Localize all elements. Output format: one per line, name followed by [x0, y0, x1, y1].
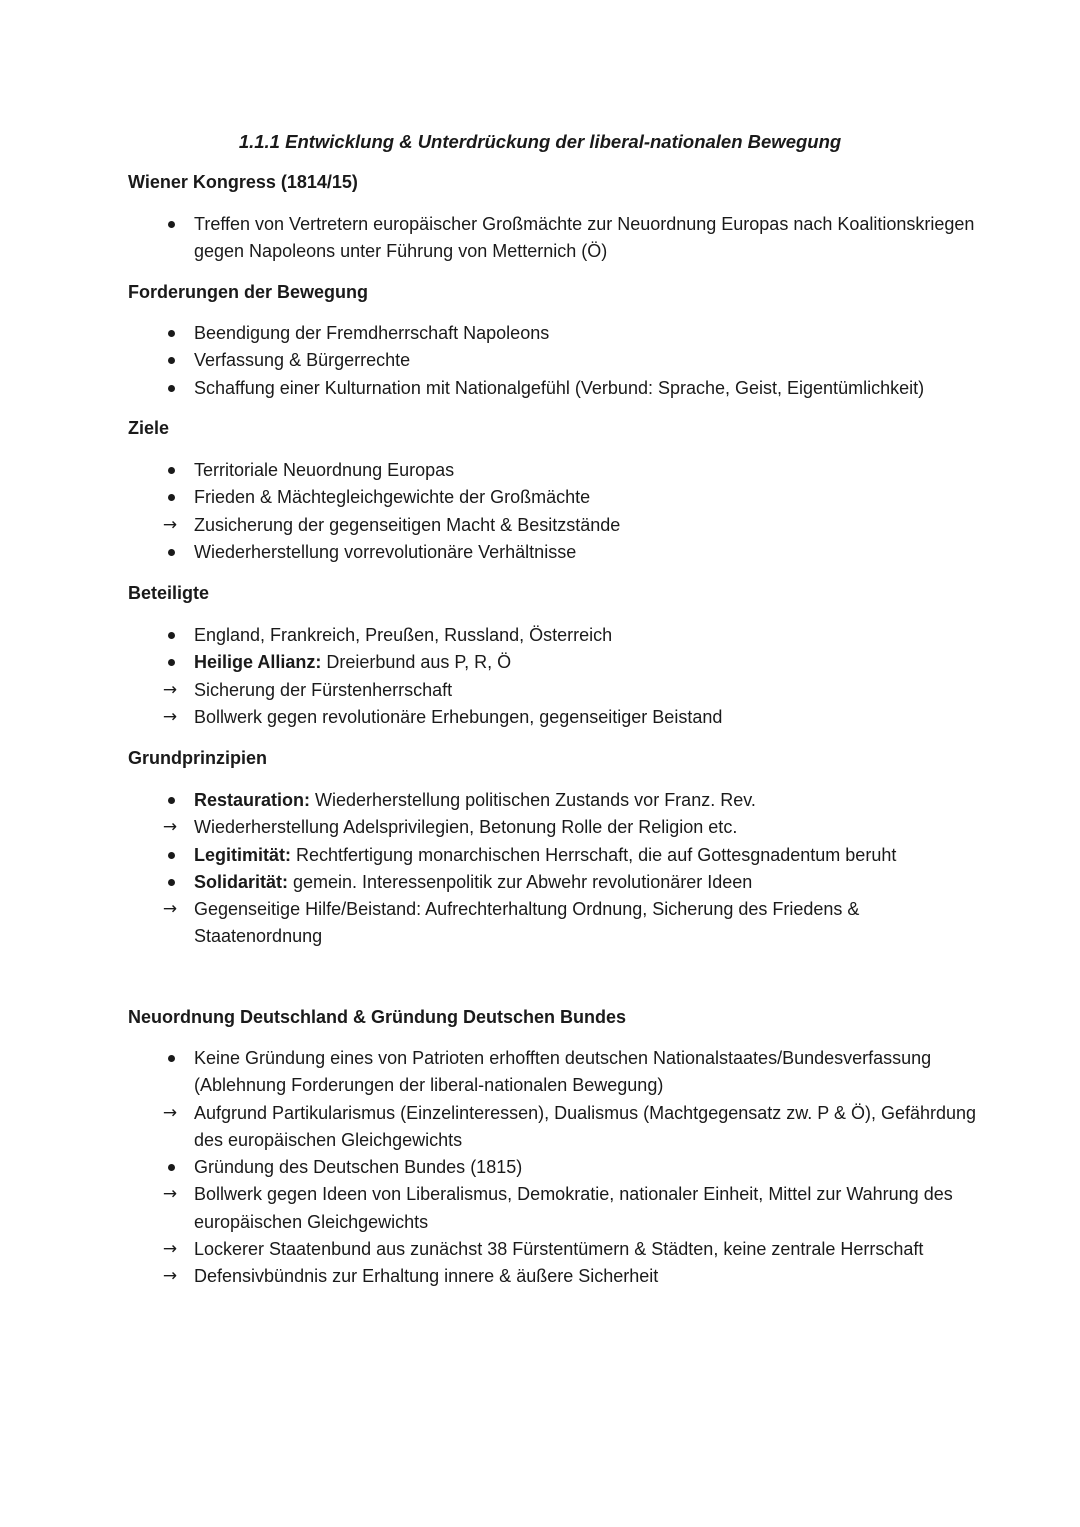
right-arrow-icon: → [162, 1239, 178, 1260]
list-item: → Zusicherung der gegenseitigen Macht & Besitzstände [128, 512, 988, 539]
section-heading-grundprinzipien: Grundprinzipien [128, 748, 267, 768]
list-item: Keine Gründung eines von Patrioten erhofften deutschen Nationalstaates/Bundesverfassung (Ablehnung Forderungen der liberal-nationalen Bewegung) [194, 1048, 932, 1096]
list-item: Solidarität: gemein. Interessenpolitik zur Abwehr revolutionärer Ideen [194, 871, 753, 892]
section-heading-beteiligte: Beteiligte [128, 583, 210, 603]
list-item: Restauration: Wiederherstellung politischen Zustands vor Franz. Rev. [194, 790, 756, 810]
right-arrow-icon: → [162, 1102, 178, 1123]
list-item: Heilige Allianz: Dreierbund aus P, R, Ö [194, 652, 512, 673]
section-list-ziele [128, 457, 988, 566]
right-arrow-icon: → [162, 1266, 178, 1287]
right-arrow-icon: → [162, 817, 178, 838]
list-item: → Wiederherstellung Adelsprivilegien, Betonung Rolle der Religion etc. [128, 814, 988, 841]
list-item: → Bollwerk gegen Ideen von Liberalismus, Demokratie, nationaler Einheit, Mittel zur Wahrung des europäischen Gleichgewichts [128, 1181, 988, 1236]
list-item: → Defensivbündnis zur Erhaltung innere & äußere Sicherheit [128, 1263, 988, 1290]
section-list-beteiligte [128, 622, 988, 731]
section-list-forderungen [128, 320, 988, 402]
list-item: Frieden & Mächtegleichgewichte der Großmächte [194, 487, 591, 508]
list-item: → Sicherung der Fürstenherrschaft [128, 677, 988, 704]
page-title: 1.1.1 Entwicklung & Unterdrückung der liberal-nationalen Bewegung [238, 131, 842, 152]
right-arrow-icon: → [162, 899, 178, 920]
right-arrow-icon: → [162, 706, 178, 727]
section-heading-forderungen: Forderungen der Bewegung [128, 282, 369, 302]
list-item: → Aufgrund Partikularismus (Einzelinteressen), Dualismus (Machtgegensatz zw. P & Ö), Gefährdung des europäischen Gleichgewichts [128, 1100, 988, 1155]
list-item: Legitimität: Rechtfertigung monarchischen Herrschaft, die auf Gottesgnadentum beruht [194, 844, 897, 865]
list-item: Beendigung der Fremdherrschaft Napoleons [194, 323, 550, 343]
list-item: → Lockerer Staatenbund aus zunächst 38 Fürstentümern & Städten, keine zentrale Herrschaft [128, 1236, 988, 1263]
list-item: Territoriale Neuordnung Europas [194, 460, 455, 480]
list-item: Gründung des Deutschen Bundes (1815) [194, 1157, 523, 1178]
section-heading-neuordnung-deutschland: Neuordnung Deutschland & Gründung Deutschen Bundes [128, 1007, 627, 1027]
list-item: England, Frankreich, Preußen, Russland, Österreich [194, 625, 613, 645]
list-item: Verfassung & Bürgerrechte [194, 350, 411, 371]
list-item: → Bollwerk gegen revolutionäre Erhebungen, gegenseitiger Beistand [128, 704, 988, 731]
list-item: → Gegenseitige Hilfe/Beistand: Aufrechterhaltung Ordnung, Sicherung des Friedens & Staatenordnung [128, 896, 988, 951]
list-item: Treffen von Vertretern europäischer Großmächte zur Neuordnung Europas nach Koalitionskriegen gegen Napoleons unter Führung von Metternich (Ö) [194, 214, 975, 262]
section-list-neuordnung-deutschland [128, 1045, 988, 1291]
section-list-wiener-kongress [128, 211, 988, 266]
section-list-grundprinzipien [128, 787, 988, 951]
right-arrow-icon: → [162, 1184, 178, 1205]
section-heading-ziele: Ziele [128, 418, 170, 438]
list-item: Wiederherstellung vorrevolutionäre Verhältnisse [194, 541, 577, 562]
section-heading-wiener-kongress: Wiener Kongress (1814/15) [128, 172, 358, 192]
list-item: Schaffung einer Kulturnation mit Nationalgefühl (Verbund: Sprache, Geist, Eigentümlichkeit) [194, 377, 925, 398]
right-arrow-icon: → [162, 679, 178, 700]
right-arrow-icon: → [162, 514, 178, 535]
